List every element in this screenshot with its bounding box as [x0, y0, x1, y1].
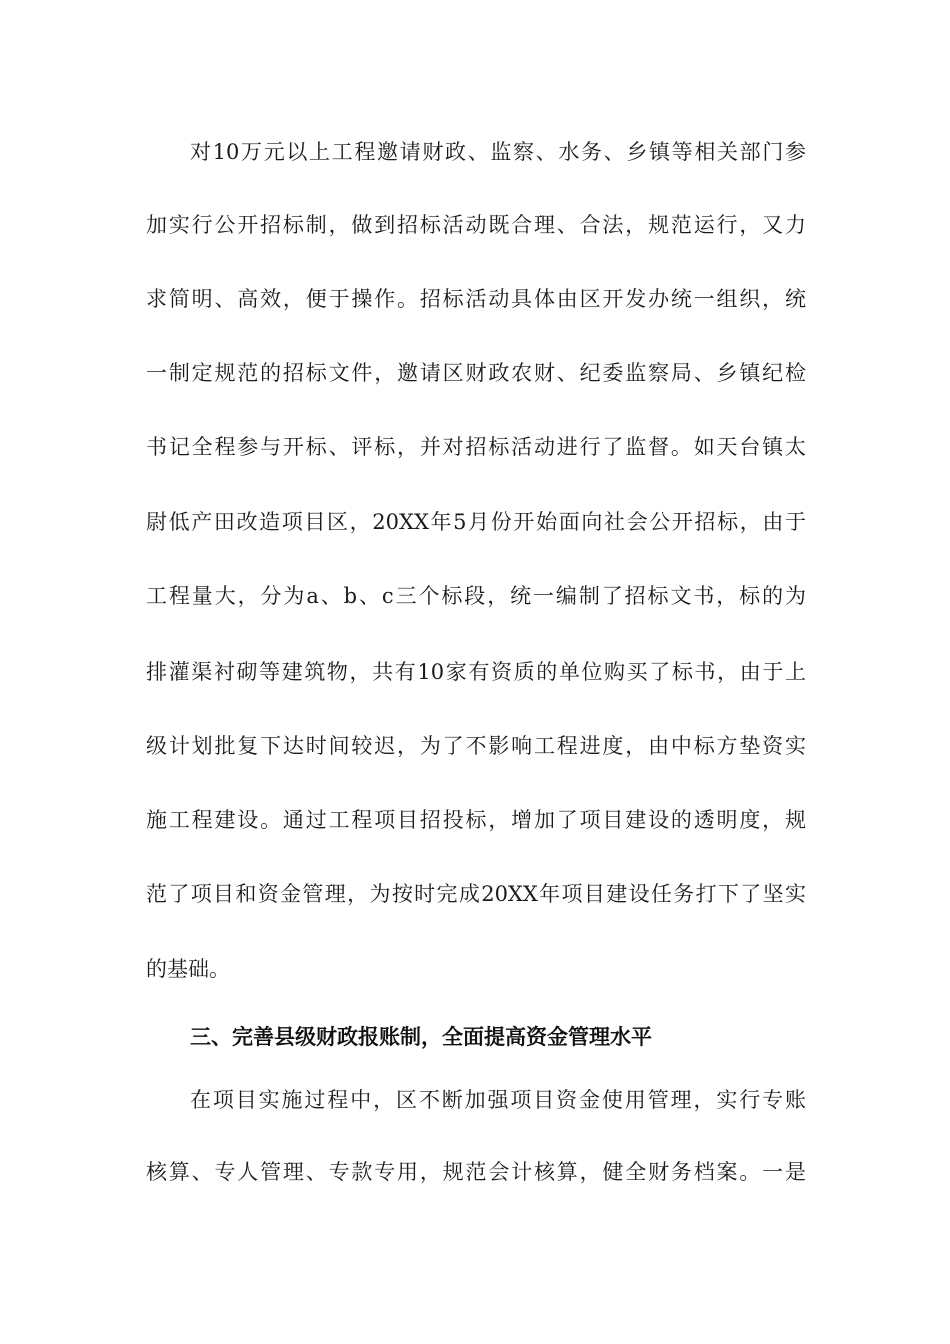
paragraph-line: 工程量大，分为a、b、c三个标段，统一编制了招标文书，标的为 — [146, 584, 806, 608]
paragraph-line: 的基础。 — [146, 957, 230, 981]
paragraph-line: 核算、专人管理、专款专用，规范会计核算，健全财务档案。一是 — [146, 1160, 806, 1184]
paragraph-line: 一制定规范的招标文件，邀请区财政农财、纪委监察局、乡镇纪检 — [146, 361, 806, 385]
section-heading: 三、完善县级财政报账制，全面提高资金管理水平 — [190, 1025, 652, 1049]
paragraph-line: 尉低产田改造项目区，20XX年5月份开始面向社会公开招标，由于 — [146, 510, 806, 534]
paragraph-line: 施工程建设。通过工程项目招投标，增加了项目建设的透明度，规 — [146, 808, 806, 832]
paragraph-line: 在项目实施过程中，区不断加强项目资金使用管理，实行专账 — [190, 1088, 806, 1112]
paragraph-line: 范了项目和资金管理，为按时完成20XX年项目建设任务打下了坚实 — [146, 882, 806, 906]
paragraph-line: 求简明、高效，便于操作。招标活动具体由区开发办统一组织，统 — [146, 287, 806, 311]
paragraph-line: 级计划批复下达时间较迟，为了不影响工程进度，由中标方垫资实 — [146, 734, 806, 758]
paragraph-line: 加实行公开招标制，做到招标活动既合理、合法，规范运行，又力 — [146, 213, 806, 237]
paragraph-line: 书记全程参与开标、评标，并对招标活动进行了监督。如天台镇太 — [146, 435, 806, 459]
paragraph-line: 对10万元以上工程邀请财政、监察、水务、乡镇等相关部门参 — [190, 140, 806, 164]
paragraph-line: 排灌渠衬砌等建筑物，共有10家有资质的单位购买了标书，由于上 — [146, 660, 806, 684]
